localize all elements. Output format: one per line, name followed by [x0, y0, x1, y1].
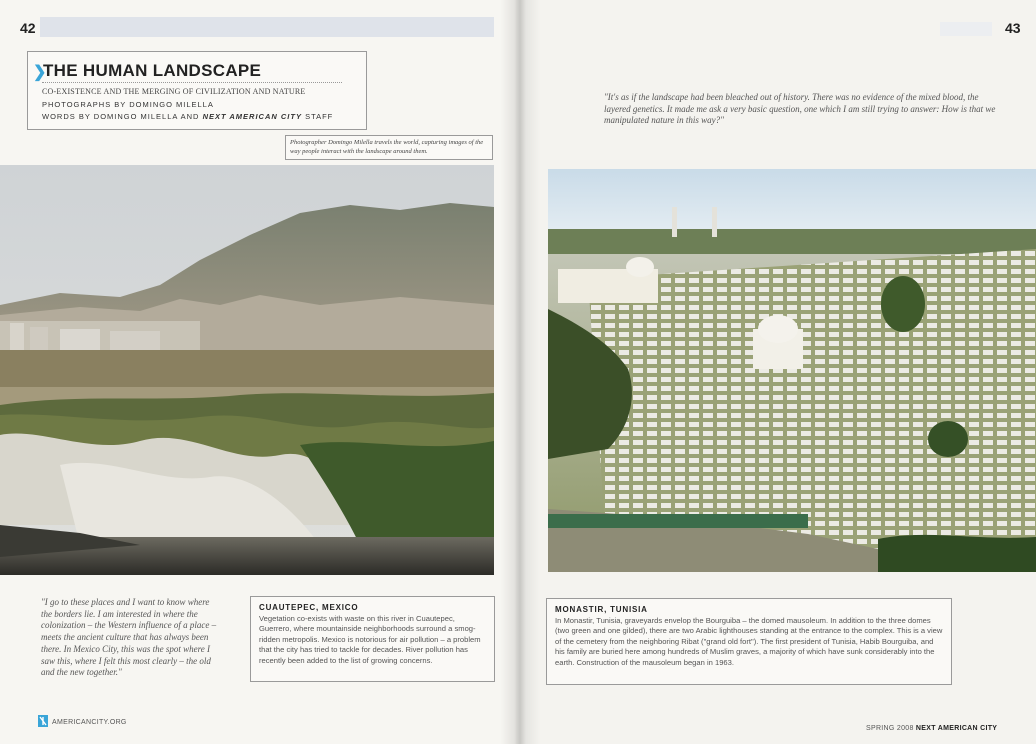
page-number-left: 42	[20, 20, 36, 36]
intro-caption: Photographer Domingo Milella travels the world, capturing images of the way people interact with the landscape around them.	[285, 135, 493, 160]
quote-left: "I go to these places and I want to know where the borders lie. I am interested in where the colonization – the Western influence of a place – meets the ancient culture that has always been there. In Mexico City, this was the spot where I saw this, where I felt this most clearly – the old and the new together."	[41, 597, 217, 678]
photo-monastir	[548, 169, 1036, 572]
chevron-right-icon: ❯	[33, 64, 47, 81]
footer-issue-date: SPRING 2008	[866, 725, 914, 732]
footer-issue	[866, 725, 997, 732]
magazine-logo-icon	[38, 715, 48, 727]
words-credit-magazine: NEXT AMERICAN CITY	[202, 112, 302, 121]
quote-right: "It's as if the landscape had been bleached out of history. There was no evidence of the mixed blood, the layered genetics. It made me ask a very basic question, one which I am still trying to answer: How is that we manipulated nature in this way?"	[604, 92, 996, 125]
caption-box-monastir	[546, 598, 952, 685]
article-title: THE HUMAN LANDSCAPE	[43, 61, 262, 80]
footer-url[interactable]: AMERICANCITY.ORG	[52, 719, 127, 726]
footer-magazine: NEXT AMERICAN CITY	[915, 725, 998, 732]
article-title-box	[27, 51, 367, 130]
article-subtitle: CO-EXISTENCE AND THE MERGING OF CIVILIZATION AND NATURE	[42, 87, 306, 96]
header-strip-right	[940, 22, 992, 36]
caption-title-monastir: MONASTIR, TUNISIA	[555, 605, 648, 614]
words-credit-prefix: WORDS BY DOMINGO MILELLA AND	[42, 112, 200, 121]
caption-box-cuautepec	[250, 596, 495, 682]
words-credit	[42, 112, 333, 121]
header-strip	[40, 17, 494, 37]
caption-body-cuautepec: Vegetation co-exists with waste on this river in Cuautepec, Guerrero, where mountainside neighborhoods surround a smog-ridden metropolis. Mexico is notorious for air pollution – a problem that the city has tried to tackle for decades. River pollution has recently been added to the list of growing concerns.	[259, 614, 481, 665]
caption-body-monastir: In Monastir, Tunisia, graveyards envelop the Bourguiba – the domed mausoleum. In addition to the three domes (two green and one gilded), there are two Arabic lighthouses standing at the entrance to the complex. This is a view of the cemetery from the neighboring Ribat ("grand old fort"). The first president of Tunisia, Habib Bourguiba, and his family are buried here among hundreds of Muslim graves, a majority of which have sunk considerably into the earth. Construction of the mausoleum began in 1963.	[555, 616, 943, 667]
words-credit-suffix: STAFF	[305, 112, 334, 121]
title-divider	[42, 82, 342, 83]
photo-credit: PHOTOGRAPHS BY DOMINGO MILELLA	[42, 100, 214, 109]
photo-cuautepec	[0, 165, 494, 575]
page-number-right: 43	[1005, 20, 1021, 36]
caption-title-cuautepec: CUAUTEPEC, MEXICO	[259, 603, 359, 612]
book-gutter	[500, 0, 540, 744]
